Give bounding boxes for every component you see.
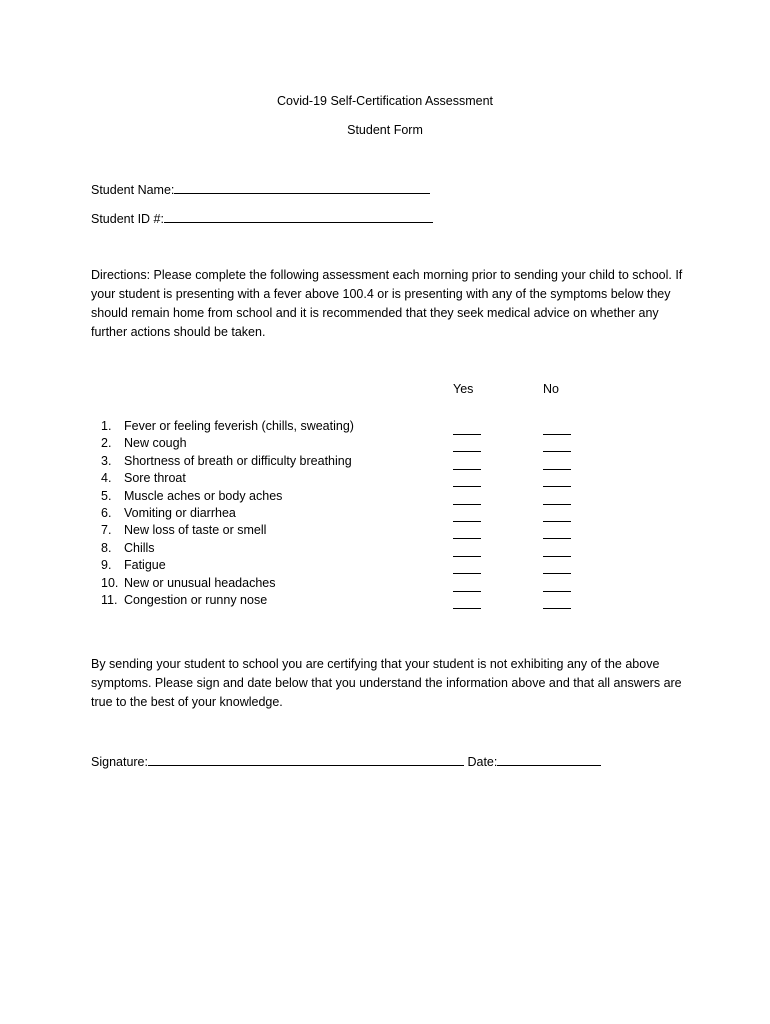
no-blank[interactable] (543, 492, 571, 505)
symptom-number: 4. (101, 471, 112, 486)
symptom-number: 11. (101, 592, 118, 607)
symptom-row (91, 453, 591, 470)
symptom-row (91, 592, 591, 609)
student-name-label: Student Name: (91, 183, 175, 197)
symptom-label: New loss of taste or smell (124, 523, 267, 538)
form-subtitle: Student Form (347, 123, 423, 137)
symptom-number: 7. (101, 523, 112, 538)
symptom-row (91, 557, 591, 574)
symptom-label: Chills (124, 540, 155, 555)
no-blank[interactable] (543, 526, 571, 539)
symptom-label: New or unusual headaches (124, 575, 276, 590)
yes-blank[interactable] (453, 526, 481, 539)
signature-field[interactable] (148, 753, 464, 766)
symptom-label: Sore throat (124, 471, 186, 486)
symptom-label: Shortness of breath or difficulty breathing (124, 453, 352, 468)
symptom-row (91, 522, 591, 539)
no-blank[interactable] (543, 474, 571, 487)
no-blank[interactable] (543, 439, 571, 452)
date-field[interactable] (497, 753, 601, 766)
symptom-number: 8. (101, 540, 112, 555)
symptom-list (91, 418, 591, 609)
directions-text: Directions: Please complete the following assessment each morning prior to sending your child to school. If your student is presenting with a fever above 100.4 or is presenting with any of the symptoms below they should remain home from school and it is recommended that they seek medical advice on whether any further actions should be taken. (91, 268, 683, 339)
yes-column-header: Yes (453, 382, 474, 396)
student-name-row (91, 181, 430, 197)
no-blank[interactable] (543, 509, 571, 522)
date-label: Date: (467, 755, 498, 769)
yes-blank[interactable] (453, 457, 481, 470)
yes-blank[interactable] (453, 561, 481, 574)
symptom-label: Muscle aches or body aches (124, 488, 283, 503)
yes-blank[interactable] (453, 509, 481, 522)
student-name-field[interactable] (174, 181, 430, 194)
no-blank[interactable] (543, 457, 571, 470)
symptom-number: 9. (101, 558, 112, 573)
no-column-header: No (543, 382, 559, 396)
yes-blank[interactable] (453, 492, 481, 505)
symptom-label: Congestion or runny nose (124, 592, 268, 607)
yes-blank[interactable] (453, 596, 481, 609)
signature-row (91, 753, 601, 769)
symptom-number: 5. (101, 488, 112, 503)
yes-blank[interactable] (453, 439, 481, 452)
no-blank[interactable] (543, 579, 571, 592)
student-id-label: Student ID #: (91, 212, 164, 226)
symptom-number: 6. (101, 505, 112, 520)
no-blank[interactable] (543, 561, 571, 574)
symptom-number: 2. (101, 436, 112, 451)
symptom-row (91, 540, 591, 557)
symptom-label: Fatigue (124, 558, 166, 573)
yes-blank[interactable] (453, 422, 481, 435)
yes-blank[interactable] (453, 474, 481, 487)
signature-label: Signature: (91, 755, 148, 769)
no-blank[interactable] (543, 544, 571, 557)
certification-text: By sending your student to school you are certifying that your student is not exhibiting any of the above symptoms. Please sign and date below that you understand the information above and that all answers are true to the best of your knowledge. (91, 657, 682, 709)
symptom-label: Vomiting or diarrhea (124, 505, 236, 520)
no-blank[interactable] (543, 596, 571, 609)
form-title: Covid-19 Self-Certification Assessment (276, 94, 494, 108)
symptom-number: 3. (101, 453, 112, 468)
yes-blank[interactable] (453, 579, 481, 592)
symptom-number: 1. (101, 419, 112, 433)
student-id-field[interactable] (164, 210, 433, 223)
symptom-label: Fever or feeling feverish (chills, sweating) (124, 419, 354, 433)
symptom-number: 10. (101, 575, 119, 590)
symptom-row (91, 505, 591, 522)
symptom-row (91, 470, 591, 487)
no-blank[interactable] (543, 422, 571, 435)
yes-blank[interactable] (453, 544, 481, 557)
student-id-row (91, 210, 433, 226)
symptom-row (91, 418, 591, 435)
symptom-row (91, 488, 591, 505)
symptom-label: New cough (124, 436, 187, 451)
symptom-row (91, 575, 591, 592)
symptom-row (91, 435, 591, 452)
